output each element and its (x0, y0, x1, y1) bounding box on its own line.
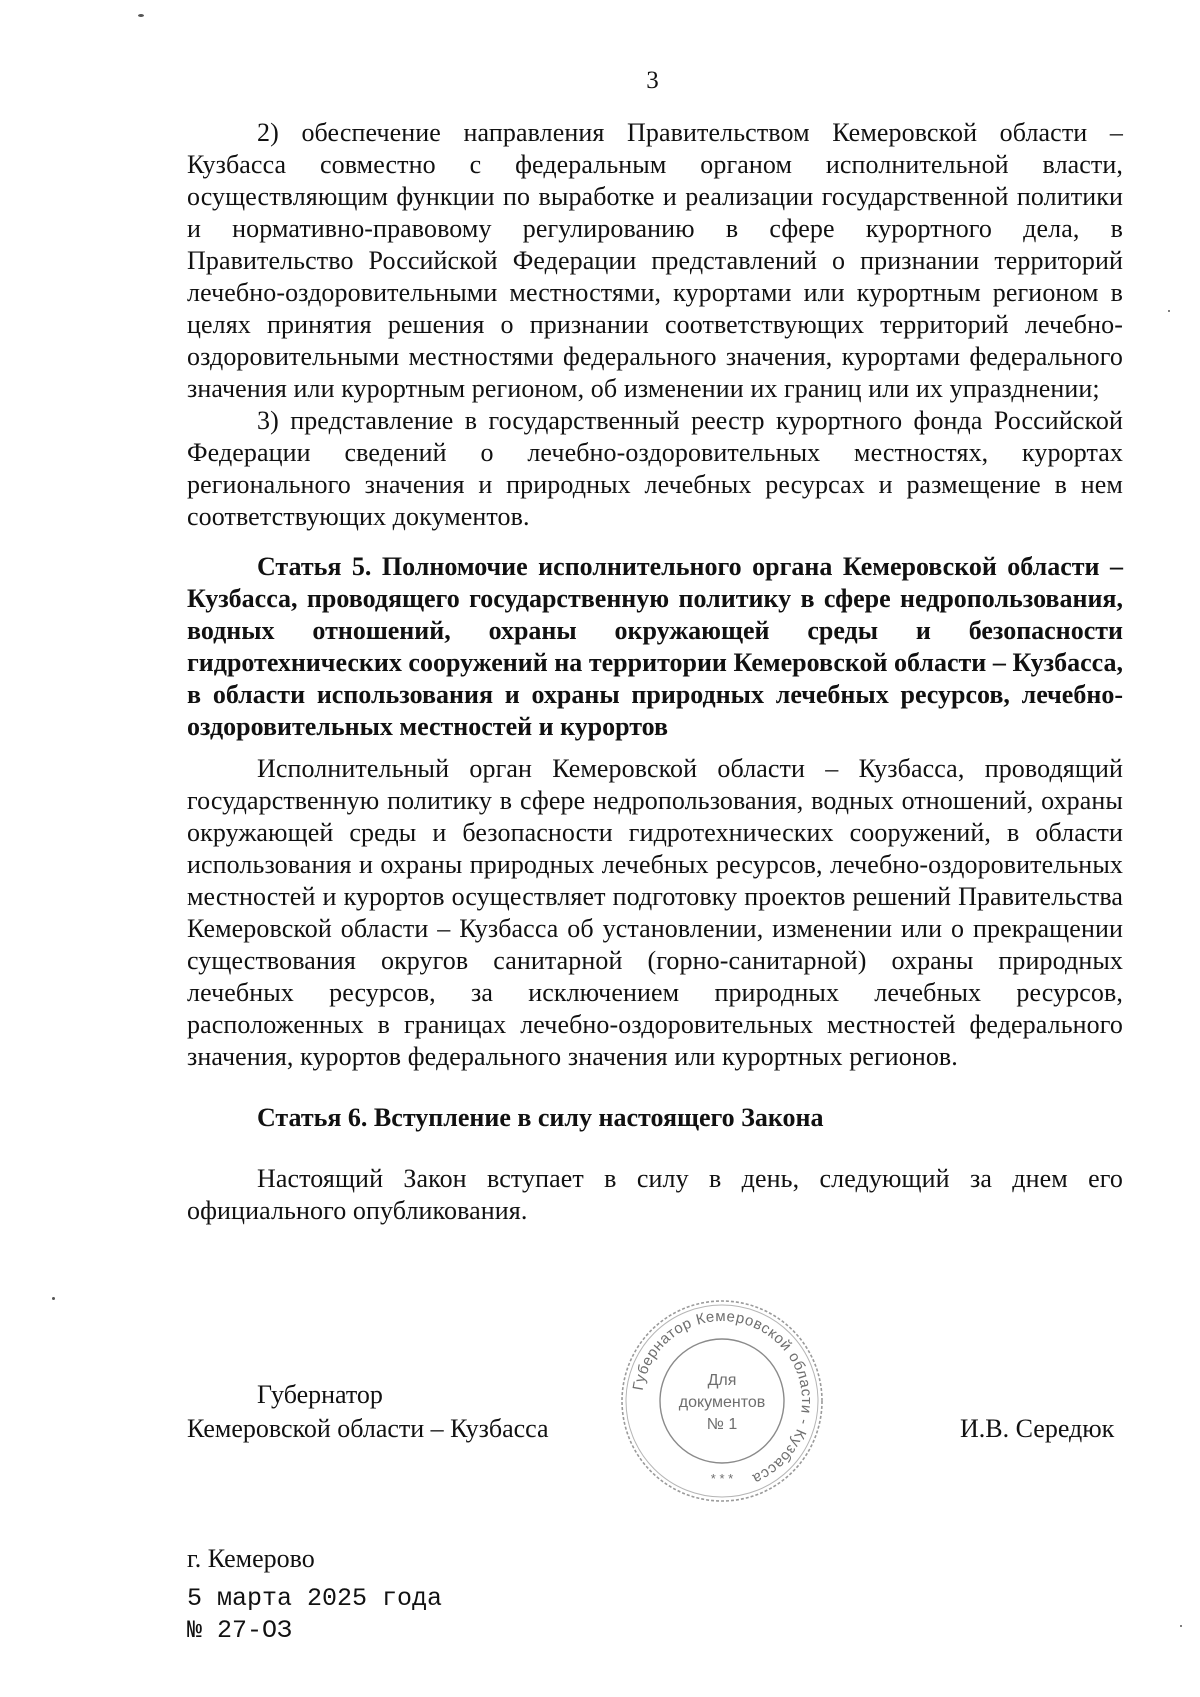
seal-line-3: № 1 (706, 1416, 738, 1433)
article-5-heading (187, 551, 1123, 743)
seal-stars: * * * (710, 1471, 734, 1486)
seal-line-1: Для (707, 1372, 737, 1389)
scan-speck (52, 1297, 55, 1300)
item-3-paragraph: 3) представление в государственный реестр курортного фонда Российской Федерации сведений о лечебно-оздоровительных местностях, курортах регионального значения и природных лечебных ресурсах и размещение в нем соответствующих документов. (187, 406, 1123, 531)
article-6-body: Настоящий Закон вступает в силу в день, следующий за днем его официального опубликования. (187, 1164, 1123, 1225)
page-number: 3 (646, 67, 659, 94)
seal-outer-text: Губернатор Кемеровской области - Кузбасса (629, 1307, 816, 1488)
signing-city: г. Кемерово (187, 1544, 315, 1573)
signature-region: Кемеровской области – Кузбасса (187, 1414, 549, 1443)
official-seal (618, 1297, 826, 1505)
scan-speck (138, 14, 144, 17)
article-5-body-block (187, 753, 1123, 1073)
signature-block (187, 1378, 549, 1446)
list-items-block (187, 117, 1123, 533)
signature-title: Губернатор (257, 1380, 383, 1409)
item-2-paragraph: 2) обеспечение направления Правительством Кемеровской области – Кузбасса совместно с федеральным органом исполнительной власти, осуществляющим функции по выработке и реализации государственной политики и нормативно-правовому регулированию в сфере курортного дела, в Правительство Российской Федерации представлений о признании территорий лечебно-оздоровительными местностями, курортами или курортным регионом в целях принятия решения о признании соответствующих территорий лечебно-оздоровительными местностями федерального значения, курортами федерального значения или курортным регионом, об изменении их границ или их упразднении; (187, 118, 1123, 403)
law-number: № 27-ОЗ (187, 1616, 293, 1645)
signing-date: 5 марта 2025 года (187, 1584, 443, 1613)
scan-speck (1180, 1625, 1182, 1627)
article-5-heading-text: Статья 5. Полномочие исполнительного органа Кемеровской области – Кузбасса, проводящего государственную политику в сфере недропользования, водных отношений, охраны окружающей среды и безопасности гидротехнических сооружений на территории Кемеровской области – Кузбасса, в области использования и охраны природных лечебных ресурсов, лечебно-оздоровительных местностей и курортов (187, 552, 1123, 741)
article-6-heading: Статья 6. Вступление в силу настоящего Закона (257, 1103, 824, 1132)
article-6-body-block (187, 1163, 1123, 1227)
article-5-body: Исполнительный орган Кемеровской области – Кузбасса, проводящий государственную политику в сфере недропользования, водных отношений, охраны окружающей среды и безопасности гидротехнических сооружений, в области использования и охраны природных лечебных ресурсов, лечебно-оздоровительных местностей и курортов осуществляет подготовку проектов решений Правительства Кемеровской области – Кузбасса об установлении, изменении или о прекращении существования округов санитарной (горно-санитарной) охраны природных лечебных ресурсов, за исключением природных лечебных ресурсов, расположенных в границах лечебно-оздоровительных местностей федерального значения, курортов федерального значения или курортных регионов. (187, 754, 1123, 1071)
signatory-name: И.В. Середюк (960, 1414, 1115, 1443)
seal-line-2: документов (678, 1394, 766, 1411)
scan-speck (1168, 310, 1170, 312)
